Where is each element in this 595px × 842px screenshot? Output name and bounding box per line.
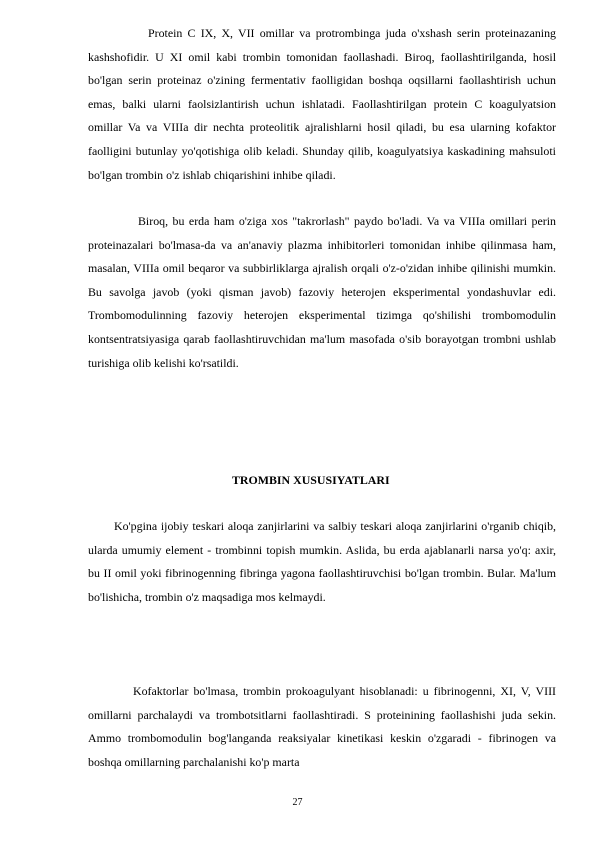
section-heading: TROMBIN XUSUSIYATLARI bbox=[232, 473, 390, 487]
paragraph-cofactors: Kofaktorlar bo'lmasa, trombin prokoagulyant hisoblanadi: u fibrinogenni, XI, V, VIII omillarni parchalaydi va trombotsitlarni faollashtiradi. S proteinining faollashishi juda sekin. Ammo trombomodulin bog'langanda reaksiyalar kinetikasi keskin o'zgaradi - fibrinogen va boshqa omillarning parchalanishi ko'p marta bbox=[88, 684, 556, 769]
paragraph-feedback-loops: Ko'pgina ijobiy teskari aloqa zanjirlarini va salbiy teskari aloqa zanjirlarini o'rganib chiqib, ularda umumiy element - trombinni topish mumkin. Aslida, bu erda ajablanarli narsa yo'q: axir, bu II omil yoki fibrinogenning fibringa yagona faollashtiruvchisi bo'lgan trombin. Bular. Ma'lum bo'lishicha, trombin o'z maqsadiga mos kelmaydi. bbox=[88, 519, 556, 604]
paragraph-va-viiia-factors: Biroq, bu erda ham o'ziga xos "takrorlash" paydo bo'ladi. Va va VIIIa omillari perin proteinazalari bo'lmasa-da va an'anaviy plazma inhibitorleri tomonidan inhibe qilinmasa ham, masalan, VIIIa omil beqaror va subbirliklarga ajralish orqali o'z-o'zidan inhibe qilinishi mumkin. Bu savolga javob (yoki qisman javob) fazoviy heterojen eksperimental yondashuvlar edi. Trombomodulinning fazoviy heterojen eksperimental tizimga qo'shilishi trombomodulin kontsentratsiyasiga qarab faollashtiruvchidan ma'lum masofada o'sib borayotgan trombni ushlab turishiga olib kelishi ko'rsatildi. bbox=[88, 214, 556, 370]
page-number: 27 bbox=[292, 797, 303, 808]
paragraph-protein-c: Protein C IX, X, VII omillar va protrombinga juda o'xshash serin proteinazaning kashshofidir. U XI omil kabi trombin tomonidan faollashadi. Biroq, faollashtirilganda, hosil bo'lgan serin proteinaz o'zining fermentativ faolligidan boshqa oqsillarni faollashtirish uchun emas, balki ularni faolsizlantirish uchun ishlatadi. Faollashtirilgan protein C koagulyatsion omillar Va va VIIIa dir nechta proteolitik ajralishlarni hosil qiladi, bu esa ularning kofaktor faolligini butunlay yo'qotishiga olib keladi. Shunday qilib, koagulyatsiya kaskadining mahsuloti bo'lgan trombin o'z ishlab chiqarishini inhibe qiladi. bbox=[88, 26, 556, 182]
